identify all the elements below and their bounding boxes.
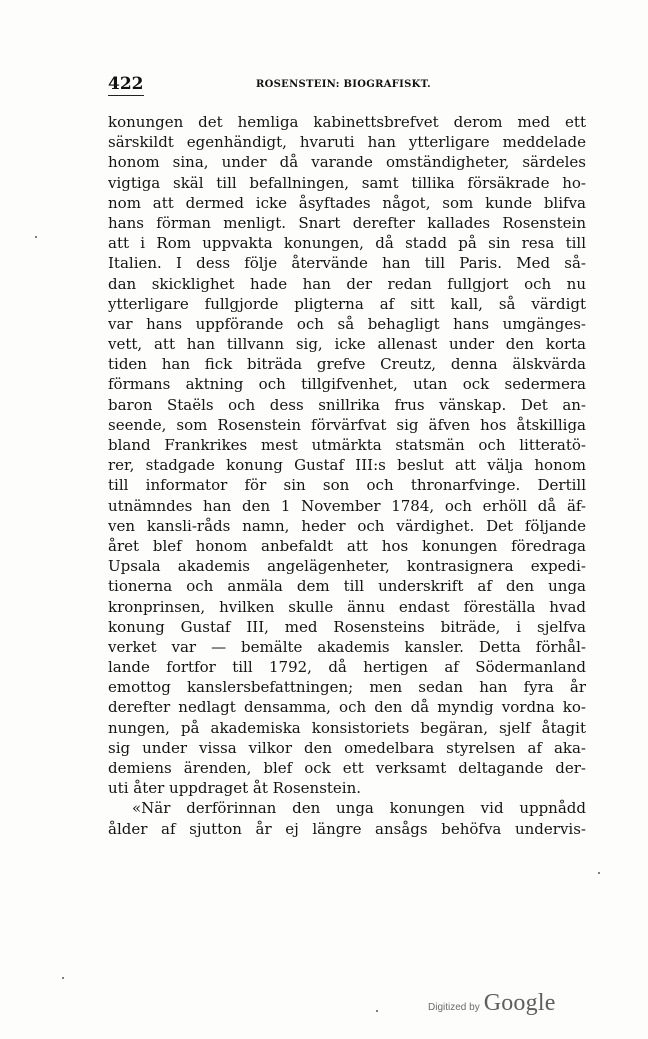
text-line: lande fortfor till 1792, då hertigen af Södermanland (108, 658, 586, 677)
google-logo: Google (483, 990, 556, 1016)
text-line: tionerna och anmäla dem till underskrift af den unga (108, 577, 586, 596)
margin-speck (598, 872, 600, 874)
margin-speck (376, 1010, 378, 1012)
text-line: sig under vissa vilkor den omedelbara styrelsen af aka- (108, 738, 586, 757)
paragraph-end-line: uti åter uppdraget åt Rosenstein. (108, 779, 362, 798)
text-line: hans förman menligt. Snart derefter kallades Rosenstein (108, 213, 586, 232)
margin-speck (62, 977, 64, 979)
text-line: vigtiga skäl till befallningen, samt tillika försäkrade ho- (108, 173, 586, 192)
text-line: kronprinsen, hvilken skulle ännu endast föreställa hvad (108, 597, 586, 616)
text-line: Italien. I dess följe återvände han till Paris. Med så- (108, 254, 586, 273)
text-line: nom att dermed icke åsyftades något, som kunde blifva (108, 193, 586, 212)
body-text (108, 112, 586, 839)
text-line: baron Staëls och dess snillrika frus vänskap. Det an- (108, 395, 586, 414)
text-line: verket var — bemälte akademis kansler. Detta förhål- (108, 637, 586, 656)
digitized-watermark (428, 990, 556, 1020)
text-line: konung Gustaf III, med Rosensteins biträde, i sjelfva (108, 617, 586, 636)
page-number: 422 (108, 74, 144, 94)
text-line: året blef honom anbefaldt att hos konungen föredraga (108, 536, 586, 555)
text-line: var hans uppförande och så behagligt hans umgänges- (108, 314, 586, 333)
text-line: ålder af sjutton år ej längre ansågs behöfva undervis- (108, 819, 586, 838)
text-line: Upsala akademis angelägenheter, kontrasignera expedi- (108, 557, 586, 576)
text-line: nungen, på akademiska konsistoriets begäran, sjelf åtagit (108, 718, 586, 737)
text-line: bland Frankrikes mest utmärkta statsmän och litteratö- (108, 436, 586, 454)
text-line: att i Rom uppvakta konungen, då stadd på sin resa till (108, 234, 586, 253)
text-line: tiden han fick biträda grefve Creutz, denna älskvärda (108, 355, 586, 374)
text-line: särskildt egenhändigt, hvaruti han ytterligare meddelade (108, 133, 586, 152)
text-line: demiens ärenden, blef ock ett verksamt deltagande der- (108, 759, 586, 777)
text-line: emottog kanslersbefattningen; men sedan han fyra år (108, 678, 586, 697)
text-line: till informator för sin son och thronarfvinge. Dertill (108, 476, 586, 495)
text-line: honom sina, under då varande omständigheter, särdeles (108, 153, 586, 172)
text-line: ytterligare fullgjorde pligterna af sitt kall, så värdigt (108, 294, 586, 313)
text-line: förmans aktning och tillgifvenhet, utan ock sedermera (108, 375, 586, 394)
text-line: ven kansli-råds namn, heder och värdighet. Det följande (108, 516, 586, 535)
text-line: rer, stadgade konung Gustaf III:s beslut att välja honom (108, 456, 586, 475)
text-line: vett, att han tillvann sig, icke allenast under den korta (108, 335, 586, 354)
text-line: utnämndes han den 1 November 1784, och erhöll då äf- (108, 496, 586, 515)
text-line: seende, som Rosenstein förvärfvat sig äfven hos åtskilliga (108, 415, 586, 434)
margin-speck (35, 236, 37, 238)
page-header (108, 74, 586, 98)
text-line: derefter nedlagt densamma, och den då myndig vordna ko- (108, 698, 586, 717)
text-line: dan skicklighet hade han der redan fullgjort och nu (108, 274, 586, 293)
watermark-prefix: Digitized by (428, 1002, 480, 1013)
text-line: konungen det hemliga kabinettsbrefvet derom med ett (108, 113, 586, 131)
running-title: ROSENSTEIN: BIOGRAFISKT. (256, 79, 431, 90)
paragraph-start-line: «När derförinnan den unga konungen vid uppnådd (132, 799, 586, 818)
